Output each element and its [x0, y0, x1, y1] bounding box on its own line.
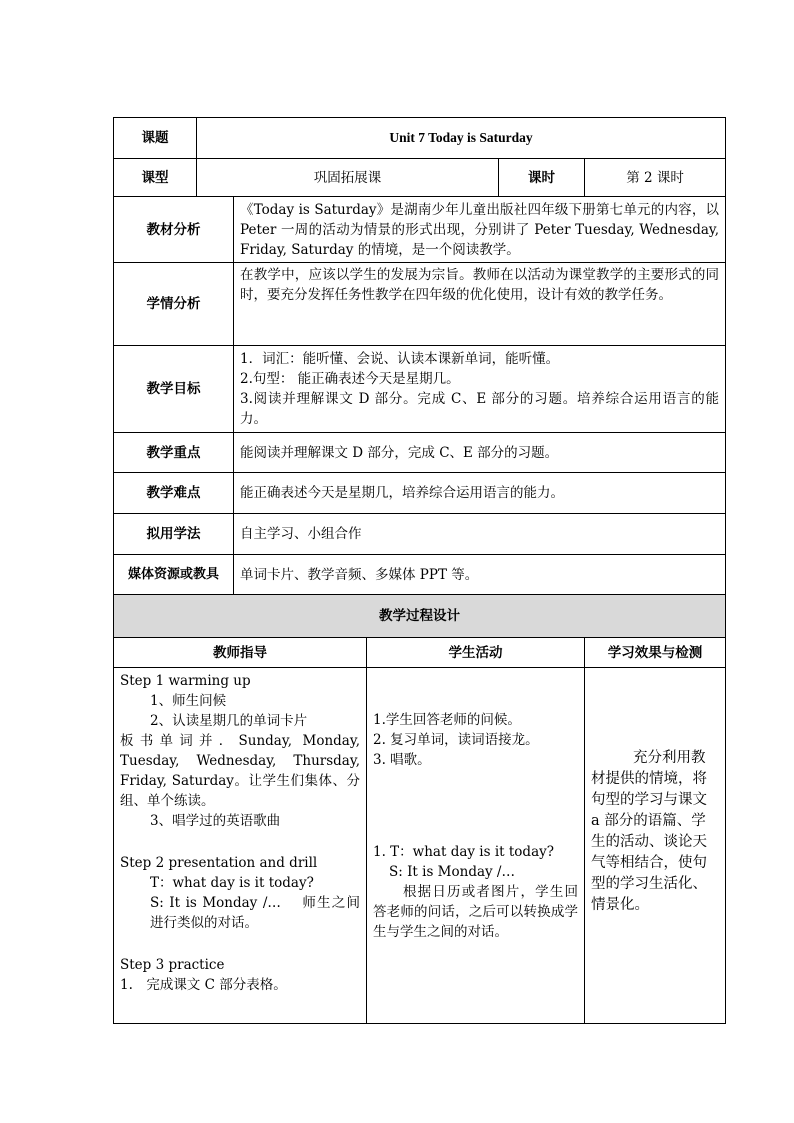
type-value: 巩固拓展课 [197, 159, 499, 197]
lesson-title: Unit 7 Today is Saturday [197, 118, 726, 159]
goals-cell [234, 346, 726, 433]
key-label: 教学重点 [114, 433, 234, 473]
step2-heading: Step 2 presentation and drill [120, 855, 318, 871]
effect-column-header: 学习效果与检测 [585, 638, 726, 668]
student-item: 3. 唱歌。 [373, 752, 431, 768]
student-column-header: 学生活动 [367, 638, 585, 668]
process-title: 教学过程设计 [114, 595, 726, 638]
student-item: S: It is Monday /… [389, 864, 515, 880]
media-label: 媒体资源或教具 [114, 555, 234, 595]
teacher-guidance-cell [114, 668, 367, 1024]
key-text: 能阅读并理解课文 D 部分，完成 C、E 部分的习题。 [234, 433, 726, 473]
process-body-row [114, 668, 726, 1024]
method-label: 拟用学法 [114, 514, 234, 555]
media-row [114, 555, 726, 595]
teacher-item: 1. 完成课文 C 部分表格。 [120, 977, 287, 993]
difficult-label: 教学难点 [114, 473, 234, 514]
teacher-item: 2、认读星期几的单词卡片 [150, 713, 308, 729]
process-title-row [114, 595, 726, 638]
goals-row [114, 346, 726, 433]
goal-item: 1．词汇：能听懂、会说、认读本课新单词，能听懂。 [240, 351, 560, 367]
analysis-text: 《Today is Saturday》是湖南少年儿童出版社四年级下册第七单元的内容，以 Peter 一周的活动为情景的形式出现，分别讲了 Peter Tuesday, Wednesday, Friday, Saturday 的情境，是一个阅读教学。 [234, 197, 726, 263]
goals-label: 教学目标 [114, 346, 234, 433]
goal-item: 3.阅读并理解课文 D 部分。完成 C、E 部分的习题。培养综合运用语言的能力。 [240, 391, 720, 427]
topic-label: 课题 [114, 118, 197, 159]
goal-item: 2.句型： 能正确表述今天是星期几。 [240, 371, 460, 387]
media-text: 单词卡片、教学音频、多媒体 PPT 等。 [234, 555, 726, 595]
student-item: 根据日历或者图片，学生回答老师的问话，之后可以转换成学生与学生之间的对话。 [373, 884, 578, 940]
analysis-row [114, 197, 726, 263]
period-label: 课时 [499, 159, 585, 197]
student-item: 2. 复习单词，读词语接龙。 [373, 732, 539, 748]
student-item: 1.学生回答老师的问候。 [373, 712, 521, 728]
learner-row [114, 263, 726, 346]
teacher-item: 3、唱学过的英语歌曲 [150, 813, 281, 829]
lesson-plan-table [113, 117, 726, 1024]
teacher-column-header: 教师指导 [114, 638, 367, 668]
difficult-row [114, 473, 726, 514]
learner-text: 在教学中，应该以学生的发展为宗旨。教师在以活动为课堂教学的主要形式的同时，要充分发挥任务性教学在四年级的优化使用，设计有效的教学任务。 [234, 263, 726, 346]
step1-heading: Step 1 warming up [120, 673, 251, 689]
analysis-label: 教材分析 [114, 197, 234, 263]
step3-heading: Step 3 practice [120, 957, 225, 973]
effect-cell [585, 668, 726, 1024]
learner-label: 学情分析 [114, 263, 234, 346]
type-row [114, 159, 726, 197]
teacher-item: T：what day is it today? [150, 875, 314, 891]
teacher-item: 1、师生问候 [150, 693, 227, 709]
key-row [114, 433, 726, 473]
effect-text: 充分利用教材提供的情境，将句型的学习与课文 a 部分的语篇、学生的活动、谈论天气等相结合，使句型的学习生活化、情景化。 [591, 750, 707, 913]
difficult-text: 能正确表述今天是星期几，培养综合运用语言的能力。 [234, 473, 726, 514]
method-row [114, 514, 726, 555]
type-label: 课型 [114, 159, 197, 197]
method-text: 自主学习、小组合作 [234, 514, 726, 555]
topic-row [114, 118, 726, 159]
teacher-item: S: It is Monday /… 师生之间进行类似的对话。 [150, 895, 360, 931]
process-header-row [114, 638, 726, 668]
teacher-item: 板书单词并．Sunday, Monday, Tuesday, Wednesday, Thursday, Friday, Saturday。让学生们集体、分组、单个练读。 [120, 733, 360, 809]
period-value: 第 2 课时 [585, 159, 726, 197]
student-item: 1. T：what day is it today? [373, 844, 554, 860]
student-activity-cell [367, 668, 585, 1024]
